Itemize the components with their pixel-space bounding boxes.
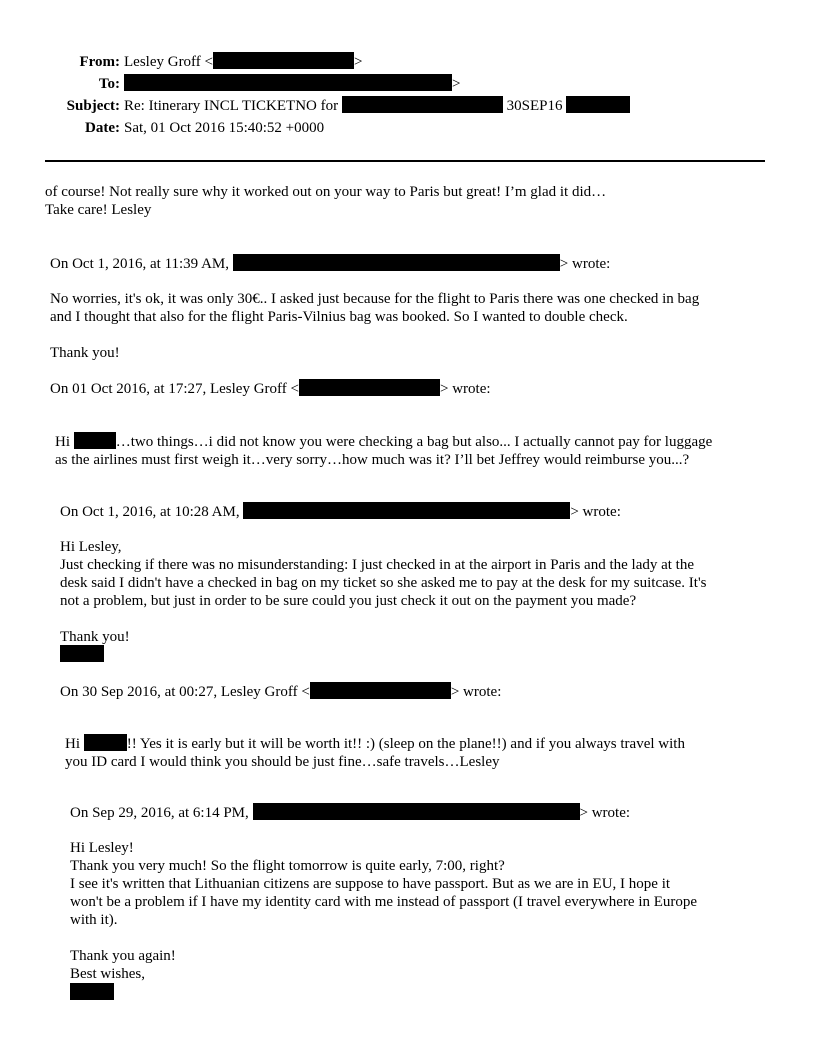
quote-suffix: > wrote: (579, 805, 631, 821)
header-divider (45, 160, 765, 162)
redaction-box (233, 254, 560, 271)
quote-prefix: On 30 Sep 2016, at 00:27, Lesley Groff < (60, 684, 310, 700)
subject-text: Re: Itinerary INCL TICKETNO for (124, 98, 339, 114)
message-line: of course! Not really sure why it worked out on your way to Paris but great! I’m glad it did… (45, 184, 607, 200)
redaction-box (253, 803, 580, 820)
message-line (65, 734, 685, 753)
redaction-box (70, 983, 114, 1000)
message-line: won't be a problem if I have my identity card with me instead of passport (I travel everywhere in Europe (70, 894, 698, 910)
quote-suffix: > wrote: (450, 684, 502, 700)
message-line (55, 432, 712, 451)
message-text: …two things…i did not know you were checking a bag but also... I actually cannot pay for luggage (115, 434, 713, 450)
message-text: !! Yes it is early but it will be worth it!! :) (sleep on the plane!!) and if you always travel with (126, 736, 685, 752)
message-line: Hi Lesley, (60, 539, 122, 555)
quote-header-2 (50, 254, 610, 273)
bracket-close: > (452, 76, 461, 92)
redaction-box (342, 96, 503, 113)
redaction-box (299, 379, 440, 396)
quote-suffix: > wrote: (570, 504, 621, 520)
quote-prefix: On Oct 1, 2016, at 10:28 AM, (60, 504, 240, 520)
redaction-box (74, 432, 116, 449)
subject-value (124, 96, 630, 117)
message-line: No worries, it's ok, it was only 30€.. I asked just because for the flight to Paris there was one checked in bag (50, 291, 700, 307)
quote-suffix: > wrote: (439, 381, 491, 397)
message-line: you ID card I would think you should be just fine…safe travels…Lesley (65, 754, 500, 770)
to-value (124, 74, 460, 95)
message-line: with it). (70, 912, 118, 928)
redaction-box (124, 74, 452, 91)
message-line: Thank you very much! So the flight tomorrow is quite early, 7:00, right? (70, 858, 505, 874)
from-value (124, 52, 362, 73)
message-line: desk said I didn't have a checked in bag on my ticket so she asked me to pay at the desk for my suitcase. It's (60, 575, 707, 591)
redaction-box (60, 645, 104, 662)
quote-prefix: On Sep 29, 2016, at 6:14 PM, (70, 805, 249, 821)
message-line: Take care! Lesley (45, 202, 152, 218)
message-2-thanks: Thank you! (50, 345, 120, 361)
redaction-box (213, 52, 354, 69)
redaction-box (243, 502, 570, 519)
quote-header-6 (70, 803, 630, 822)
quote-header-3 (50, 379, 491, 398)
quote-header-4 (60, 502, 621, 521)
message-6-closing (70, 947, 176, 983)
from-label: From: (79, 54, 120, 70)
message-line: and I thought that also for the flight Paris-Vilnius bag was booked. So I wanted to double check. (50, 309, 628, 325)
redaction-box (566, 96, 630, 113)
message-line: Best wishes, (70, 966, 145, 982)
message-4-thanks: Thank you! (60, 629, 130, 645)
redaction-box (84, 734, 127, 751)
greeting: Hi (65, 736, 80, 752)
message-2 (50, 290, 699, 326)
message-6 (70, 839, 697, 929)
quote-prefix: On Oct 1, 2016, at 11:39 AM, (50, 256, 230, 272)
message-line: I see it's written that Lithuanian citizens are suppose to have passport. But as we are in EU, I hope it (70, 876, 671, 892)
message-3 (55, 432, 712, 469)
subject-label: Subject: (66, 98, 120, 114)
message-line: Just checking if there was no misunderstanding: I just checked in at the airport in Paris and the lady at the (60, 557, 694, 573)
bracket-close: > (354, 54, 363, 70)
to-label: To: (98, 76, 120, 92)
subject-code: 30SEP16 (506, 98, 563, 114)
message-line: as the airlines must first weigh it…very sorry…how much was it? I’ll bet Jeffrey would reimburse you...? (55, 452, 690, 468)
quote-header-5 (60, 682, 501, 701)
message-line: Hi Lesley! (70, 840, 134, 856)
date-value: Sat, 01 Oct 2016 15:40:52 +0000 (124, 120, 325, 136)
greeting: Hi (55, 434, 70, 450)
message-4 (60, 538, 706, 610)
date-label: Date: (85, 120, 120, 136)
message-5 (65, 734, 685, 771)
quote-prefix: On 01 Oct 2016, at 17:27, Lesley Groff < (50, 381, 299, 397)
from-name: Lesley Groff < (124, 54, 213, 70)
message-line: not a problem, but just in order to be sure could you just check it out on the payment you made? (60, 593, 637, 609)
message-line: Thank you again! (70, 948, 176, 964)
redaction-box (310, 682, 451, 699)
message-1 (45, 183, 606, 219)
quote-suffix: > wrote: (559, 256, 611, 272)
